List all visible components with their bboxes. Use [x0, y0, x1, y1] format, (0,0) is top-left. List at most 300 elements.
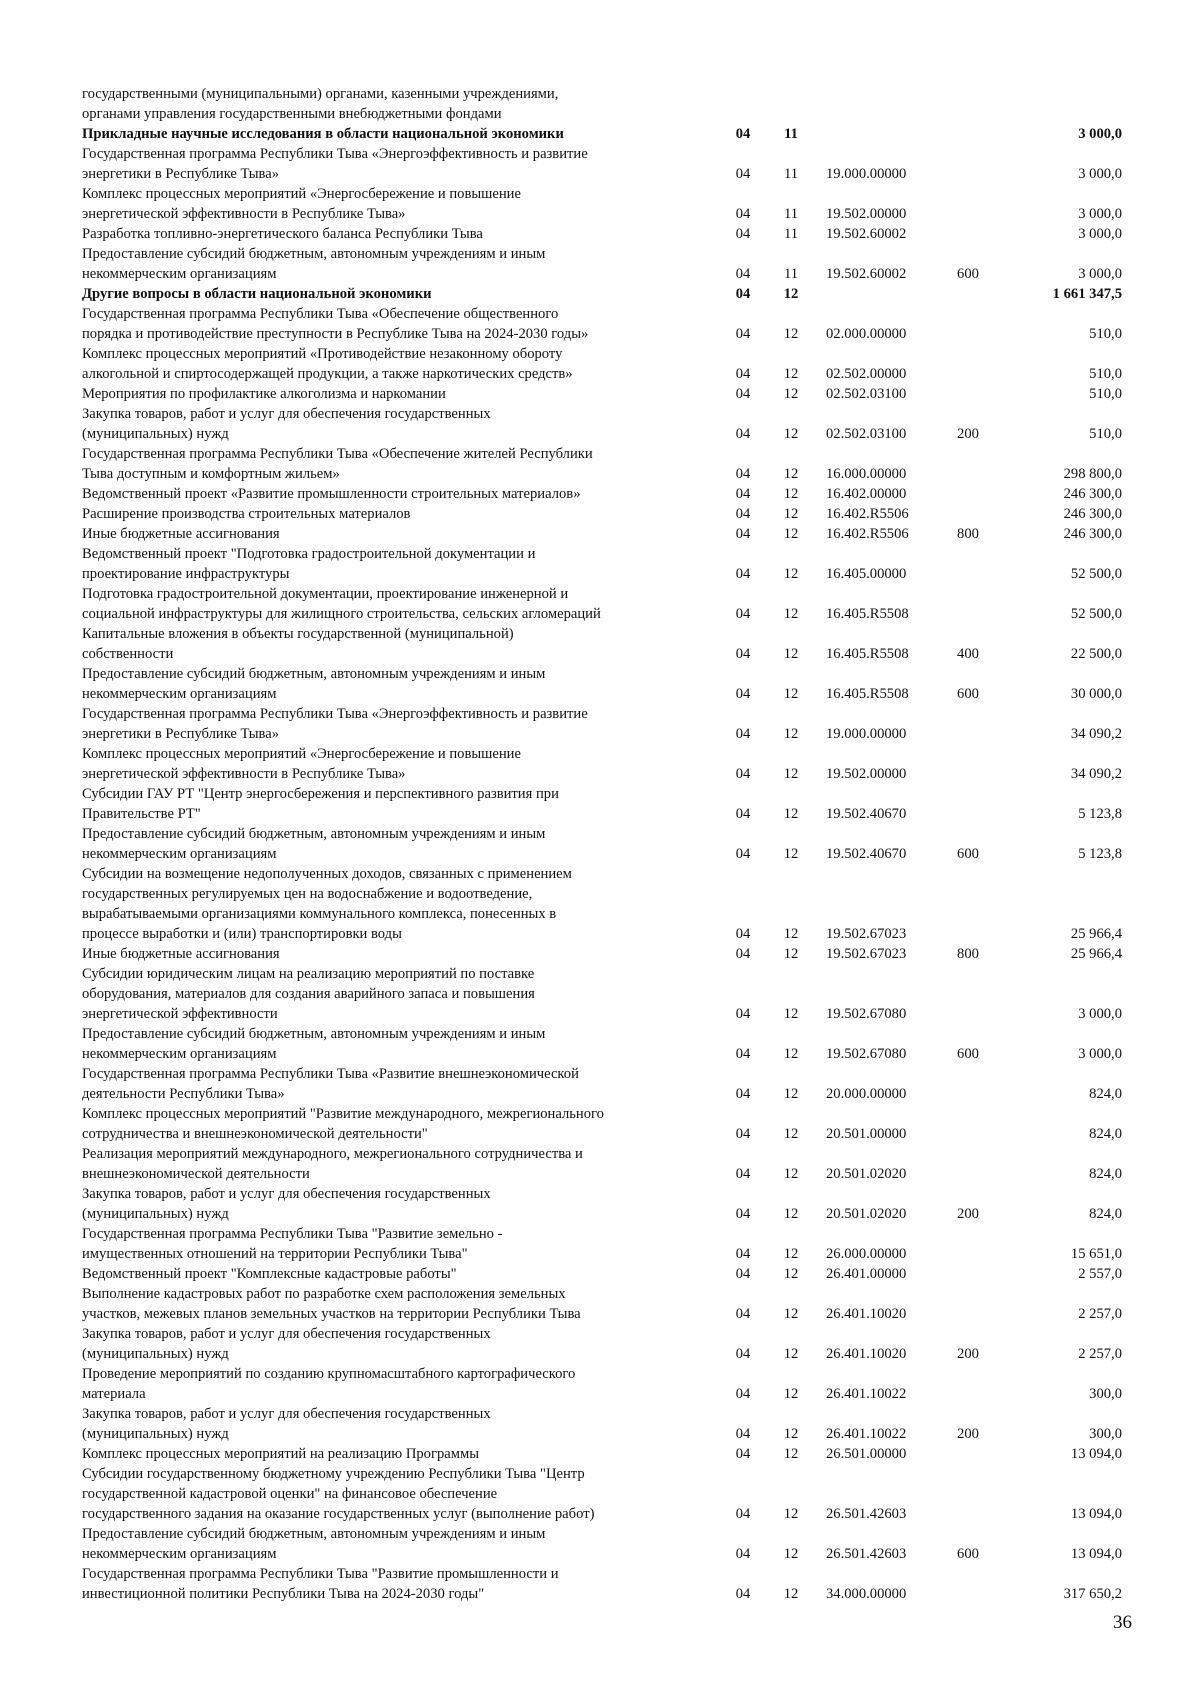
cell-section: 04	[735, 566, 751, 582]
row-name-line: внешнеэкономической деятельности	[82, 1166, 310, 1182]
cell-section: 04	[735, 466, 751, 482]
row-name-line: деятельности Республики Тыва»	[82, 1086, 285, 1102]
row-name-line: Тыва доступным и комфортным жильем»	[82, 466, 340, 482]
row-name-line: Предоставление субсидий бюджетным, автономным учреждениям и иным	[82, 826, 546, 842]
cell-section: 04	[735, 1266, 751, 1282]
table-row	[82, 84, 1122, 124]
row-name-line: проектирование инфраструктуры	[82, 566, 290, 582]
cell-expense-type: 200	[957, 1426, 979, 1442]
cell-subsection: 11	[783, 266, 799, 282]
cell-subsection: 12	[783, 1266, 799, 1282]
cell-target-item: 34.000.00000	[826, 1586, 907, 1602]
row-name-line: собственности	[82, 646, 174, 662]
row-name-line: Государственная программа Республики Тыва "Развитие промышленности и	[82, 1566, 559, 1582]
cell-section: 04	[735, 366, 751, 382]
table-row	[82, 1144, 1122, 1184]
cell-subsection: 12	[783, 1306, 799, 1322]
table-row	[82, 1364, 1122, 1404]
row-name-line: Другие вопросы в области национальной экономики	[82, 286, 432, 302]
cell-expense-type: 600	[957, 846, 979, 862]
row-name	[82, 244, 702, 284]
cell-target-item: 19.502.60002	[826, 266, 907, 282]
cell-section: 04	[735, 1306, 751, 1322]
row-name-line: Закупка товаров, работ и услуг для обеспечения государственных	[82, 1406, 491, 1422]
cell-expense-type: 600	[957, 266, 979, 282]
row-name-line: Государственная программа Республики Тыва "Развитие земельно -	[82, 1226, 503, 1242]
row-name	[82, 524, 702, 544]
table-row	[82, 244, 1122, 284]
cell-target-item: 26.501.42603	[826, 1546, 907, 1562]
cell-target-item: 19.502.00000	[826, 766, 907, 782]
table-row	[82, 1524, 1122, 1564]
cell-subsection: 12	[783, 1586, 799, 1602]
row-name-line: Государственная программа Республики Тыва «Развитие внешнеэкономической	[82, 1066, 579, 1082]
cell-target-item: 19.502.67023	[826, 926, 907, 942]
row-name-line: Закупка товаров, работ и услуг для обеспечения государственных	[82, 1326, 491, 1342]
cell-amount: 298 800,0	[1063, 466, 1122, 482]
table-row	[82, 444, 1122, 484]
row-name	[82, 544, 702, 584]
cell-amount: 34 090,2	[1070, 766, 1122, 782]
row-name-line: энергетической эффективности	[82, 1006, 278, 1022]
row-name-line: имущественных отношений на территории Республики Тыва"	[82, 1246, 468, 1262]
row-name	[82, 944, 702, 964]
table-row	[82, 384, 1122, 404]
cell-target-item: 16.405.R5508	[826, 686, 909, 702]
row-name-line: государственного задания на оказание государственных услуг (выполнение работ)	[82, 1506, 595, 1522]
cell-amount: 13 094,0	[1070, 1506, 1122, 1522]
row-name-line: государственных регулируемых цен на водоснабжение и водоотведение,	[82, 886, 533, 902]
cell-subsection: 12	[783, 1446, 799, 1462]
table-row	[82, 184, 1122, 224]
row-name-line: некоммерческим организациям	[82, 1546, 277, 1562]
row-name-line: Субсидии юридическим лицам на реализацию мероприятий по поставке	[82, 966, 535, 982]
row-name-line: Комплекс процессных мероприятий «Противодействие незаконному обороту	[82, 346, 563, 362]
row-name-line: Предоставление субсидий бюджетным, автономным учреждениям и иным	[82, 1026, 546, 1042]
cell-amount: 824,0	[1089, 1166, 1122, 1182]
cell-amount: 3 000,0	[1078, 1006, 1122, 1022]
cell-subsection: 11	[784, 126, 798, 142]
cell-amount: 510,0	[1089, 366, 1122, 382]
cell-section: 04	[735, 1586, 751, 1602]
table-row	[82, 1224, 1122, 1264]
row-name-line: энергетики в Республике Тыва»	[82, 166, 280, 182]
cell-subsection: 11	[783, 226, 799, 242]
cell-amount: 25 966,4	[1070, 926, 1122, 942]
row-name-line: энергетической эффективности в Республике Тыва»	[82, 206, 406, 222]
row-name	[82, 964, 702, 1024]
cell-subsection: 11	[783, 206, 799, 222]
table-row	[82, 1464, 1122, 1524]
row-name-line: алкогольной и спиртосодержащей продукции, а также наркотических средств»	[82, 366, 573, 382]
cell-amount: 3 000,0	[1078, 266, 1122, 282]
row-name-line: (муниципальных) нужд	[82, 1346, 229, 1362]
row-name	[82, 304, 702, 344]
cell-subsection: 12	[783, 386, 799, 402]
cell-subsection: 12	[783, 1206, 799, 1222]
cell-subsection: 12	[783, 1126, 799, 1142]
cell-target-item: 26.000.00000	[826, 1246, 907, 1262]
table-row	[82, 1024, 1122, 1064]
row-name-line: Проведение мероприятий по созданию крупномасштабного картографического	[82, 1366, 576, 1382]
cell-target-item: 26.401.10020	[826, 1306, 907, 1322]
cell-amount: 13 094,0	[1070, 1546, 1122, 1562]
cell-subsection: 11	[783, 166, 799, 182]
cell-section: 04	[735, 326, 751, 342]
table-row	[82, 624, 1122, 664]
row-name	[82, 124, 702, 144]
cell-amount: 2 257,0	[1078, 1306, 1122, 1322]
row-name-line: Выполнение кадастровых работ по разработке схем расположения земельных	[82, 1286, 566, 1302]
row-name-line: энергетики в Республике Тыва»	[82, 726, 280, 742]
table-row	[82, 404, 1122, 444]
cell-expense-type: 800	[957, 526, 979, 542]
cell-section: 04	[735, 1546, 751, 1562]
cell-section: 04	[735, 1386, 751, 1402]
row-name-line: энергетической эффективности в Республике Тыва»	[82, 766, 406, 782]
table-row	[82, 524, 1122, 544]
cell-amount: 22 500,0	[1070, 646, 1122, 662]
table-row	[82, 1104, 1122, 1144]
row-name-line: участков, межевых планов земельных участков на территории Республики Тыва	[82, 1306, 581, 1322]
row-name	[82, 1324, 702, 1364]
cell-subsection: 12	[783, 526, 799, 542]
row-name-line: Государственная программа Республики Тыва «Обеспечение жителей Республики	[82, 446, 593, 462]
cell-subsection: 12	[783, 506, 799, 522]
row-name	[82, 1564, 702, 1604]
table-row	[82, 1444, 1122, 1464]
cell-section: 04	[735, 486, 751, 502]
row-name	[82, 344, 702, 384]
row-name	[82, 784, 702, 824]
row-name	[82, 1184, 702, 1224]
cell-section: 04	[735, 606, 751, 622]
cell-amount: 3 000,0	[1078, 226, 1122, 242]
row-name-line: порядка и противодействие преступности в Республике Тыва на 2024-2030 годы»	[82, 326, 589, 342]
row-name	[82, 1464, 702, 1524]
cell-amount: 300,0	[1089, 1386, 1122, 1402]
cell-section: 04	[735, 766, 751, 782]
row-name	[82, 664, 702, 704]
row-name-line: Ведомственный проект "Подготовка градостроительной документации и	[82, 546, 536, 562]
cell-amount: 3 000,0	[1078, 1046, 1122, 1062]
cell-subsection: 12	[783, 366, 799, 382]
table-row	[82, 1264, 1122, 1284]
table-row	[82, 824, 1122, 864]
cell-section: 04	[735, 166, 751, 182]
cell-section: 04	[735, 286, 751, 302]
cell-amount: 52 500,0	[1070, 606, 1122, 622]
row-name-line: Предоставление субсидий бюджетным, автономным учреждениям и иным	[82, 666, 546, 682]
table-row	[82, 144, 1122, 184]
cell-section: 04	[735, 1346, 751, 1362]
cell-expense-type: 200	[957, 1206, 979, 1222]
row-name-line: социальной инфраструктуры для жилищного строительства, сельских агломераций	[82, 606, 601, 622]
cell-amount: 5 123,8	[1078, 846, 1122, 862]
table-row	[82, 1184, 1122, 1224]
cell-subsection: 12	[783, 846, 799, 862]
row-name-line: Предоставление субсидий бюджетным, автономным учреждениям и иным	[82, 246, 546, 262]
row-name-line: (муниципальных) нужд	[82, 1206, 229, 1222]
row-name	[82, 624, 702, 664]
row-name	[82, 184, 702, 224]
cell-expense-type: 400	[957, 646, 979, 662]
table-row	[82, 704, 1122, 744]
cell-target-item: 19.502.40670	[826, 846, 907, 862]
row-name	[82, 1524, 702, 1564]
cell-expense-type: 600	[957, 1546, 979, 1562]
cell-target-item: 02.000.00000	[826, 326, 907, 342]
cell-target-item: 02.502.03100	[826, 386, 907, 402]
cell-target-item: 19.502.60002	[826, 226, 907, 242]
row-name-line: Государственная программа Республики Тыва «Энергоэффективность и развитие	[82, 706, 588, 722]
cell-section: 04	[735, 386, 751, 402]
cell-subsection: 12	[783, 326, 799, 342]
cell-section: 04	[735, 266, 751, 282]
row-name-line: (муниципальных) нужд	[82, 426, 229, 442]
cell-target-item: 19.502.67080	[826, 1006, 907, 1022]
row-name-line: оборудования, материалов для создания аварийного запаса и повышения	[82, 986, 535, 1002]
table-row	[82, 1284, 1122, 1324]
row-name-line: процессе выработки и (или) транспортировки воды	[82, 926, 402, 942]
cell-section: 04	[735, 1246, 751, 1262]
row-name	[82, 824, 702, 864]
row-name	[82, 1064, 702, 1104]
row-name-line: Иные бюджетные ассигнования	[82, 526, 280, 542]
cell-subsection: 12	[783, 426, 799, 442]
cell-target-item: 16.405.R5508	[826, 606, 909, 622]
cell-section: 04	[735, 1126, 751, 1142]
row-name-line: Ведомственный проект "Комплексные кадастровые работы"	[82, 1266, 457, 1282]
row-name-line: (муниципальных) нужд	[82, 1426, 229, 1442]
cell-section: 04	[735, 846, 751, 862]
cell-target-item: 26.401.10022	[826, 1426, 907, 1442]
row-name-line: государственной кадастровой оценки" на финансовое обеспечение	[82, 1486, 498, 1502]
cell-expense-type: 200	[957, 1346, 979, 1362]
cell-target-item: 20.501.00000	[826, 1126, 907, 1142]
row-name	[82, 384, 702, 404]
cell-section: 04	[735, 1166, 751, 1182]
cell-section: 04	[735, 1506, 751, 1522]
cell-section: 04	[735, 806, 751, 822]
row-name-line: Комплекс процессных мероприятий на реализацию Программы	[82, 1446, 480, 1462]
row-name	[82, 444, 702, 484]
row-name-line: Субсидии ГАУ РТ "Центр энергосбережения и перспективного развития при	[82, 786, 559, 802]
cell-subsection: 12	[783, 1086, 799, 1102]
row-name-line: Расширение производства строительных материалов	[82, 506, 411, 522]
cell-section: 04	[735, 1046, 751, 1062]
row-name-line: Правительстве РТ"	[82, 806, 201, 822]
row-name-line: Закупка товаров, работ и услуг для обеспечения государственных	[82, 406, 491, 422]
row-name-line: Реализация мероприятий международного, межрегионального сотрудничества и	[82, 1146, 583, 1162]
row-name	[82, 1444, 702, 1464]
cell-subsection: 12	[783, 1426, 799, 1442]
cell-target-item: 19.000.00000	[826, 726, 907, 742]
row-name-line: материала	[82, 1386, 146, 1402]
cell-subsection: 12	[783, 926, 799, 942]
cell-section: 04	[735, 226, 751, 242]
row-name	[82, 1404, 702, 1444]
cell-subsection: 12	[783, 1546, 799, 1562]
cell-amount: 824,0	[1089, 1206, 1122, 1222]
row-name-line: Мероприятия по профилактике алкоголизма и наркомании	[82, 386, 446, 402]
cell-subsection: 12	[783, 1166, 799, 1182]
cell-section: 04	[735, 926, 751, 942]
row-name-line: Капитальные вложения в объекты государственной (муниципальной)	[82, 626, 514, 642]
row-name	[82, 1264, 702, 1284]
cell-section: 04	[735, 1446, 751, 1462]
cell-amount: 13 094,0	[1070, 1446, 1122, 1462]
cell-amount: 3 000,0	[1078, 206, 1122, 222]
cell-amount: 317 650,2	[1063, 1586, 1122, 1602]
cell-target-item: 26.501.00000	[826, 1446, 907, 1462]
cell-section: 04	[735, 506, 751, 522]
row-name-line: Субсидии государственному бюджетному учреждению Республики Тыва "Центр	[82, 1466, 585, 1482]
cell-target-item: 20.501.02020	[826, 1166, 907, 1182]
row-name-line: Комплекс процессных мероприятий "Развитие международного, межрегионального	[82, 1106, 604, 1122]
cell-subsection: 12	[783, 1246, 799, 1262]
cell-amount: 246 300,0	[1063, 526, 1122, 542]
cell-amount: 510,0	[1089, 386, 1122, 402]
row-name	[82, 224, 702, 244]
cell-subsection: 12	[783, 1346, 799, 1362]
cell-target-item: 16.405.R5508	[826, 646, 909, 662]
row-name-line: некоммерческим организациям	[82, 686, 277, 702]
table-row	[82, 1404, 1122, 1444]
row-name	[82, 1284, 702, 1324]
row-name	[82, 484, 702, 504]
cell-amount: 246 300,0	[1063, 486, 1122, 502]
row-name-line: Иные бюджетные ассигнования	[82, 946, 280, 962]
row-name	[82, 704, 702, 744]
row-name	[82, 1024, 702, 1064]
table-row	[82, 304, 1122, 344]
row-name-line: Ведомственный проект «Развитие промышленности строительных материалов»	[82, 486, 581, 502]
cell-target-item: 20.501.02020	[826, 1206, 907, 1222]
cell-amount: 3 000,0	[1078, 166, 1122, 182]
cell-amount: 246 300,0	[1063, 506, 1122, 522]
row-name-line: Разработка топливно-энергетического баланса Республики Тыва	[82, 226, 483, 242]
cell-target-item: 26.401.00000	[826, 1266, 907, 1282]
table-row	[82, 784, 1122, 824]
page-number: 36	[1113, 1612, 1132, 1633]
table-row	[82, 1564, 1122, 1604]
row-name-line: Закупка товаров, работ и услуг для обеспечения государственных	[82, 1186, 491, 1202]
row-name-line: Прикладные научные исследования в области национальной экономики	[82, 126, 564, 142]
cell-section: 04	[735, 946, 751, 962]
cell-section: 04	[735, 206, 751, 222]
table-row	[82, 664, 1122, 704]
cell-subsection: 12	[783, 686, 799, 702]
cell-target-item: 20.000.00000	[826, 1086, 907, 1102]
row-name-line: некоммерческим организациям	[82, 846, 277, 862]
cell-amount: 5 123,8	[1078, 806, 1122, 822]
cell-amount: 25 966,4	[1070, 946, 1122, 962]
row-name-line: Комплекс процессных мероприятий «Энергосбережение и повышение	[82, 746, 521, 762]
table-row	[82, 544, 1122, 584]
row-name-line: Подготовка градостроительной документации, проектирование инженерной и	[82, 586, 569, 602]
cell-section: 04	[735, 1086, 751, 1102]
row-name-line: Комплекс процессных мероприятий «Энергосбережение и повышение	[82, 186, 521, 202]
row-name-line: государственными (муниципальными) органами, казенными учреждениями,	[82, 86, 559, 102]
table-row	[82, 284, 1122, 304]
cell-amount: 52 500,0	[1070, 566, 1122, 582]
cell-amount: 824,0	[1089, 1086, 1122, 1102]
cell-subsection: 12	[783, 726, 799, 742]
table-row	[82, 344, 1122, 384]
cell-section: 04	[735, 686, 751, 702]
cell-target-item: 16.402.00000	[826, 486, 907, 502]
cell-subsection: 12	[783, 1006, 799, 1022]
cell-target-item: 19.502.40670	[826, 806, 907, 822]
cell-subsection: 12	[783, 766, 799, 782]
cell-amount: 510,0	[1089, 426, 1122, 442]
row-name	[82, 1144, 702, 1184]
cell-expense-type: 600	[957, 1046, 979, 1062]
cell-section: 04	[735, 726, 751, 742]
cell-section: 04	[735, 646, 751, 662]
cell-target-item: 19.502.67023	[826, 946, 907, 962]
cell-amount: 300,0	[1089, 1426, 1122, 1442]
table-row	[82, 1064, 1122, 1104]
cell-target-item: 19.502.00000	[826, 206, 907, 222]
cell-subsection: 12	[783, 466, 799, 482]
cell-target-item: 02.502.03100	[826, 426, 907, 442]
cell-expense-type: 600	[957, 686, 979, 702]
cell-target-item: 16.405.00000	[826, 566, 907, 582]
row-name-line: органами управления государственными внебюджетными фондами	[82, 106, 502, 122]
row-name	[82, 1104, 702, 1144]
cell-target-item: 16.402.R5506	[826, 526, 909, 542]
cell-target-item: 16.000.00000	[826, 466, 907, 482]
cell-amount: 824,0	[1089, 1126, 1122, 1142]
cell-section: 04	[735, 126, 751, 142]
table-row	[82, 744, 1122, 784]
row-name	[82, 404, 702, 444]
cell-amount: 510,0	[1089, 326, 1122, 342]
cell-amount: 1 661 347,5	[1052, 286, 1122, 302]
cell-target-item: 16.402.R5506	[826, 506, 909, 522]
cell-subsection: 12	[783, 946, 799, 962]
cell-subsection: 12	[783, 566, 799, 582]
cell-amount: 30 000,0	[1070, 686, 1122, 702]
row-name	[82, 584, 702, 624]
cell-subsection: 12	[783, 1386, 799, 1402]
row-name	[82, 84, 702, 124]
table-row	[82, 484, 1122, 504]
cell-target-item: 26.401.10022	[826, 1386, 907, 1402]
cell-section: 04	[735, 1206, 751, 1222]
cell-subsection: 12	[783, 806, 799, 822]
cell-amount: 3 000,0	[1078, 126, 1122, 142]
cell-section: 04	[735, 1006, 751, 1022]
table-row	[82, 1324, 1122, 1364]
cell-target-item: 26.401.10020	[826, 1346, 907, 1362]
row-name-line: вырабатываемыми организациями коммунального комплекса, понесенных в	[82, 906, 557, 922]
cell-subsection: 12	[783, 1046, 799, 1062]
table-row	[82, 864, 1122, 944]
table-row	[82, 224, 1122, 244]
cell-expense-type: 800	[957, 946, 979, 962]
cell-section: 04	[735, 526, 751, 542]
row-name-line: некоммерческим организациям	[82, 266, 277, 282]
cell-amount: 15 651,0	[1070, 1246, 1122, 1262]
row-name-line: Государственная программа Республики Тыва «Энергоэффективность и развитие	[82, 146, 588, 162]
table-row	[82, 944, 1122, 964]
cell-section: 04	[735, 426, 751, 442]
cell-amount: 2 257,0	[1078, 1346, 1122, 1362]
row-name	[82, 744, 702, 784]
